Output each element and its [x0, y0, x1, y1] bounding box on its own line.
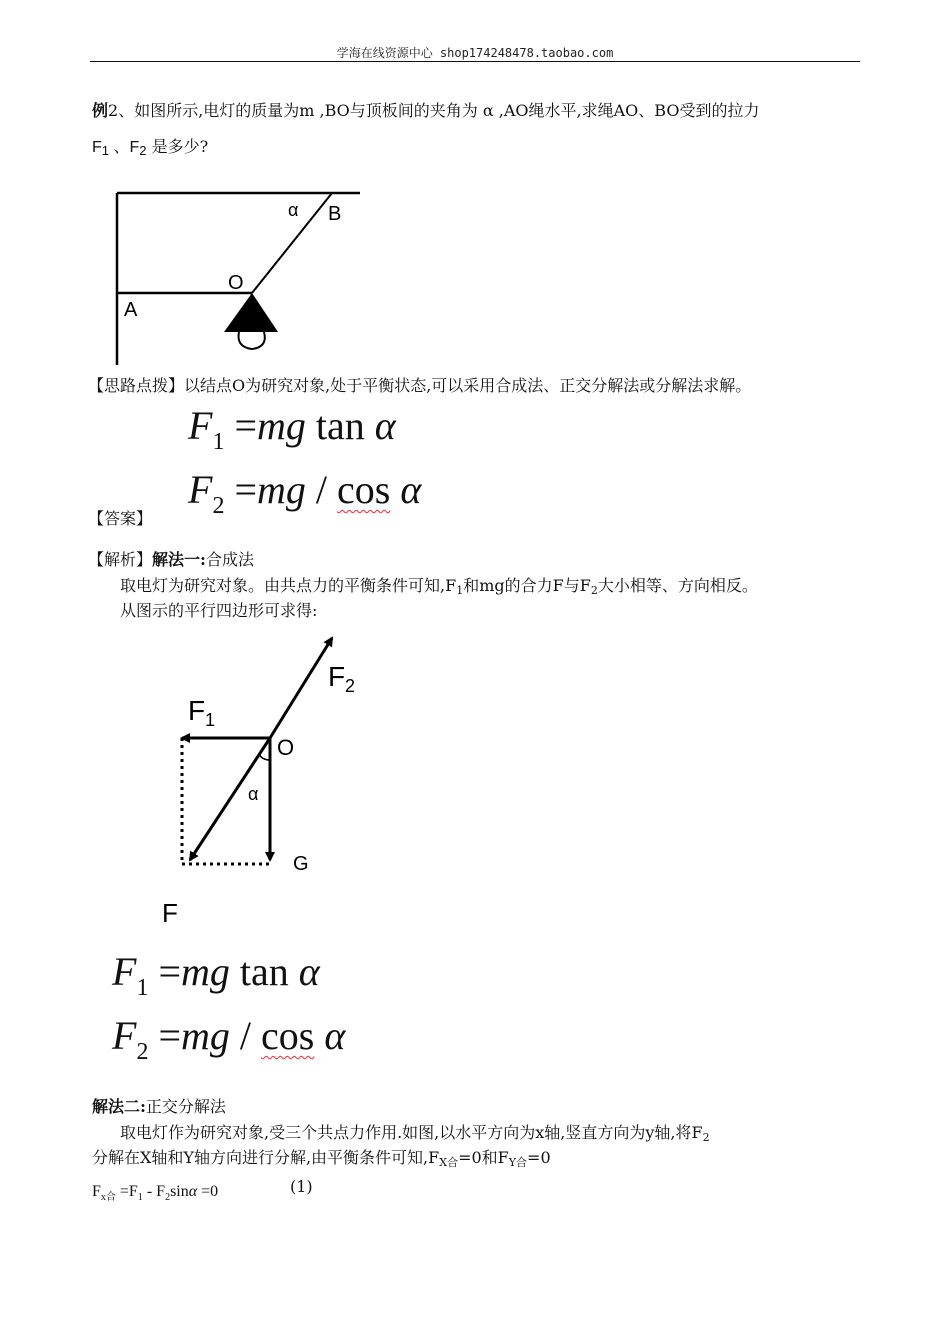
problem-line-2: F1 、F2 是多少? [92, 137, 209, 158]
label-alpha: α [288, 200, 299, 220]
answer-label: 【答案】 [88, 509, 153, 528]
header-divider [90, 61, 860, 62]
formula-a-f2: $F_2 =mg / \cos \alpha$ [188, 467, 422, 519]
lamp-diagram [110, 185, 370, 370]
label-f: F [162, 898, 178, 928]
hint-label: 【思路点拨】 [88, 376, 185, 395]
method2-paragraph-2: 分解在X轴和Y轴方向进行分解,由平衡条件可知,FX合=0和FY合=0 [92, 1148, 551, 1169]
equation-1: $F_{x合} =F_1 - F_2\sin\alpha =0$ [92, 1183, 219, 1203]
lamp-bulb [239, 332, 265, 349]
analysis-paragraph-2: 从图示的平行四边形可求得: [120, 601, 318, 620]
label-o: O [277, 735, 295, 760]
label-f1: F [188, 695, 206, 726]
hint-paragraph [88, 375, 751, 397]
label-f2: F [328, 661, 346, 692]
force-diagram [150, 620, 390, 930]
method2-heading: 解法二:正交分解法 [92, 1097, 226, 1116]
analysis-heading: 【解析】解法一:合成法 [88, 550, 254, 569]
formula-b-f1: $F_1 =mg$ tan α [112, 949, 320, 1001]
label-alpha: α [248, 784, 259, 804]
label-o: O [228, 272, 244, 294]
label-a: A [124, 299, 138, 321]
f2-vector [270, 638, 332, 738]
problem-label: 例 [92, 101, 109, 120]
hint-text: 以结点O为研究对象,处于平衡状态,可以采用合成法、正交分解法或分解法求解。 [184, 376, 752, 395]
lamp-shade [224, 293, 278, 332]
problem-text: 2、如图所示,电灯的质量为m ,BO与顶板间的夹角为 α ,AO绳水平,求绳AO、BO受到的拉力 [108, 101, 760, 120]
method2-paragraph-1: 取电灯作为研究对象,受三个共点力作用.如图,以水平方向为x轴,竖直方向为y轴,将F2 [120, 1123, 710, 1144]
label-f1-sub: 1 [205, 710, 216, 730]
label-f2-sub: 2 [345, 676, 356, 696]
formula-a-f1: $F_1 =mg$ tan α [188, 403, 396, 455]
problem-line-1 [92, 100, 759, 122]
label-g: G [293, 853, 309, 875]
formula-b-f2: $F_2 =mg / \cos \alpha$ [112, 1013, 346, 1065]
equation-number: (1) [290, 1177, 313, 1196]
analysis-paragraph-1: 取电灯为研究对象。由共点力的平衡条件可知,F1和mg的合力F与F2大小相等、方向相反。 [120, 576, 758, 597]
page-header: 学海在线资源中心 shop174248478.taobao.com [336, 46, 614, 60]
label-b: B [328, 203, 342, 225]
